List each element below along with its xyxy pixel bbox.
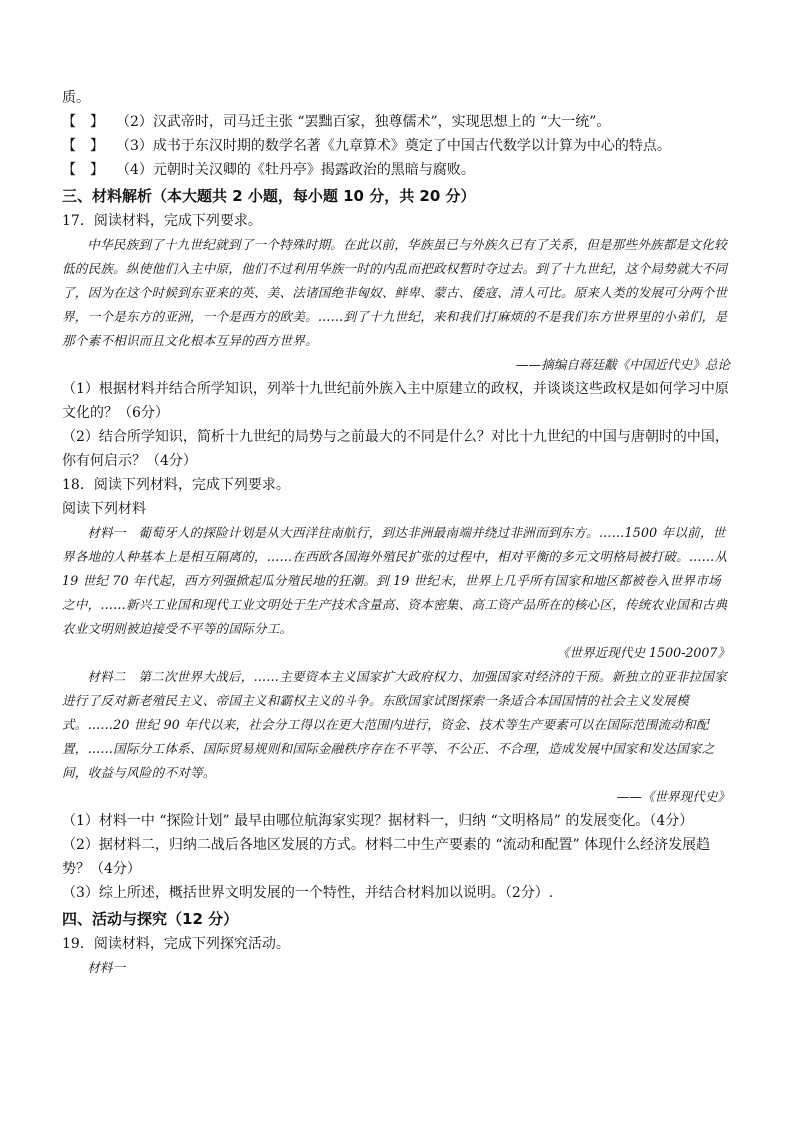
judgment-item-2 [62,110,730,134]
bracket-right: 】 [90,114,104,130]
question-18-source-1: 《世界近现代史 1500-2007》 [556,645,730,660]
question-18-sub-2: （2）据材料二，归纳二战后各地区发展的方式。材料二中生产要素的 “流动和配置” 体现什么经济发展趋势？（4分） [62,837,711,877]
question-17-sub-2: （2）结合所学知识，简析十九世纪的局势与之前最大的不同是什么？对比十九世纪的中国与唐朝时的中国，你有何启示？（4分） [62,429,729,469]
answer-bracket[interactable] [62,134,116,158]
question-18-source-2: ——《世界现代史》 [616,789,730,804]
bracket-right: 】 [90,162,104,178]
answer-bracket[interactable] [62,158,116,182]
answer-bracket[interactable] [62,110,116,134]
judgment-text: （3）成书于东汉时期的数学名著《九章算术》奠定了中国古代数学以计算为中心的特点。 [116,138,671,154]
question-19-material-label: 材料一 [87,960,125,975]
question-18-material-1: 材料一 葡萄牙人的探险计划是从大西洋往南航行，到达非洲最南端并绕过非洲而到东方。……1500 年以前，世界各地的人种基本上是相互隔离的，……在西欧各国海外殖民扩张的过程中，相对平衡的多元文明格局被打破。……从 19 世纪 70 年代起，西方列强掀起瓜分殖民地的狂潮。到 19 世纪末，世界上几乎所有国家和地区都被卷入世界市场之中，……新兴工业国和现代工业文明处于生产技术含量高、资本密集、高工资产品所在的核心区，传统农业国和古典农业文明则被迫接受不平等的国际分工。 [62,525,728,636]
question-18-sub-3: （3）综上所述，概括世界文明发展的一个特性，并结合材料加以说明。（2分）. [62,885,554,901]
judgment-text: （4）元朝时关汉卿的《牡丹亭》揭露政治的黑暗与腐败。 [116,162,475,178]
question-18-title: 18．阅读下列材料，完成下列要求。 [62,477,290,493]
bracket-left: 【 [62,114,76,130]
question-19-title: 19．阅读材料，完成下列探究活动。 [62,936,290,952]
section-3-heading: 三、材料解析（本大题共 2 小题，每小题 10 分，共 20 分） [62,187,476,205]
question-18-material-2: 材料二 第二次世界大战后，……主要资本主义国家扩大政府权力、加强国家对经济的干预。新独立的亚非拉国家进行了反对新老殖民主义、帝国主义和霸权主义的斗争。东欧国家试图探索一条适合本国国情的社会主义发展模式。……20 世纪 90 年代以来，社会分工得以在更大范围内进行，资金、技术等生产要素可以在国际范围流动和配置，……国际分工体系、国际贸易规则和国际金融秩序存在不平等、不公正、不合理，造成发展中国家和发达国家之间，收益与风险的不对等。 [62,669,727,780]
judgment-item-3 [62,134,730,158]
judgment-text: （2）汉武帝时，司马迁主张 “罢黜百家，独尊儒术”，实现思想上的 “大一统”。 [116,114,611,130]
question-17-sub-1: （1）根据材料并结合所学知识，列举十九世纪前外族入主中原建立的政权，并谈谈这些政权是如何学习中原文化的？（6分） [62,381,729,421]
question-18-sub-1: （1）材料一中 “探险计划” 最早由哪位航海家实现？据材料一，归纳 “文明格局” 的发展变化。（4分） [62,813,694,829]
bracket-left: 【 [62,162,76,178]
question-17-material: 中华民族到了十九世纪就到了一个特殊时期。在此以前，华族虽已与外族久已有了关系，但是那些外族都是文化较低的民族。纵使他们入主中原，他们不过利用华族一时的内乱而把政权暂时夺过去。到了十九世纪，这个局势就大不同了，因为在这个时候到东亚来的英、美、法诸国绝非匈奴、鲜卑、蒙古、倭寇、清人可比。原来人类的发展可分两个世界，一个是东方的亚洲，一个是西方的欧美。……到了十九世纪，来和我们打麻烦的不是我们东方世界里的小弟们，是那个素不相识而且文化根本互异的西方世界。 [62,237,728,348]
question-18-subtitle: 阅读下列材料 [62,501,146,517]
continued-text: 质。 [62,90,90,106]
bracket-left: 【 [62,138,76,154]
bracket-right: 】 [90,138,104,154]
question-17-title: 17．阅读材料，完成下列要求。 [62,213,262,229]
section-4-heading: 四、活动与探究（12 分） [62,910,239,928]
judgment-item-4 [62,158,730,182]
exam-page [62,86,730,980]
question-17-source: ——摘编自蒋廷黻《中国近代史》总论 [515,357,730,372]
